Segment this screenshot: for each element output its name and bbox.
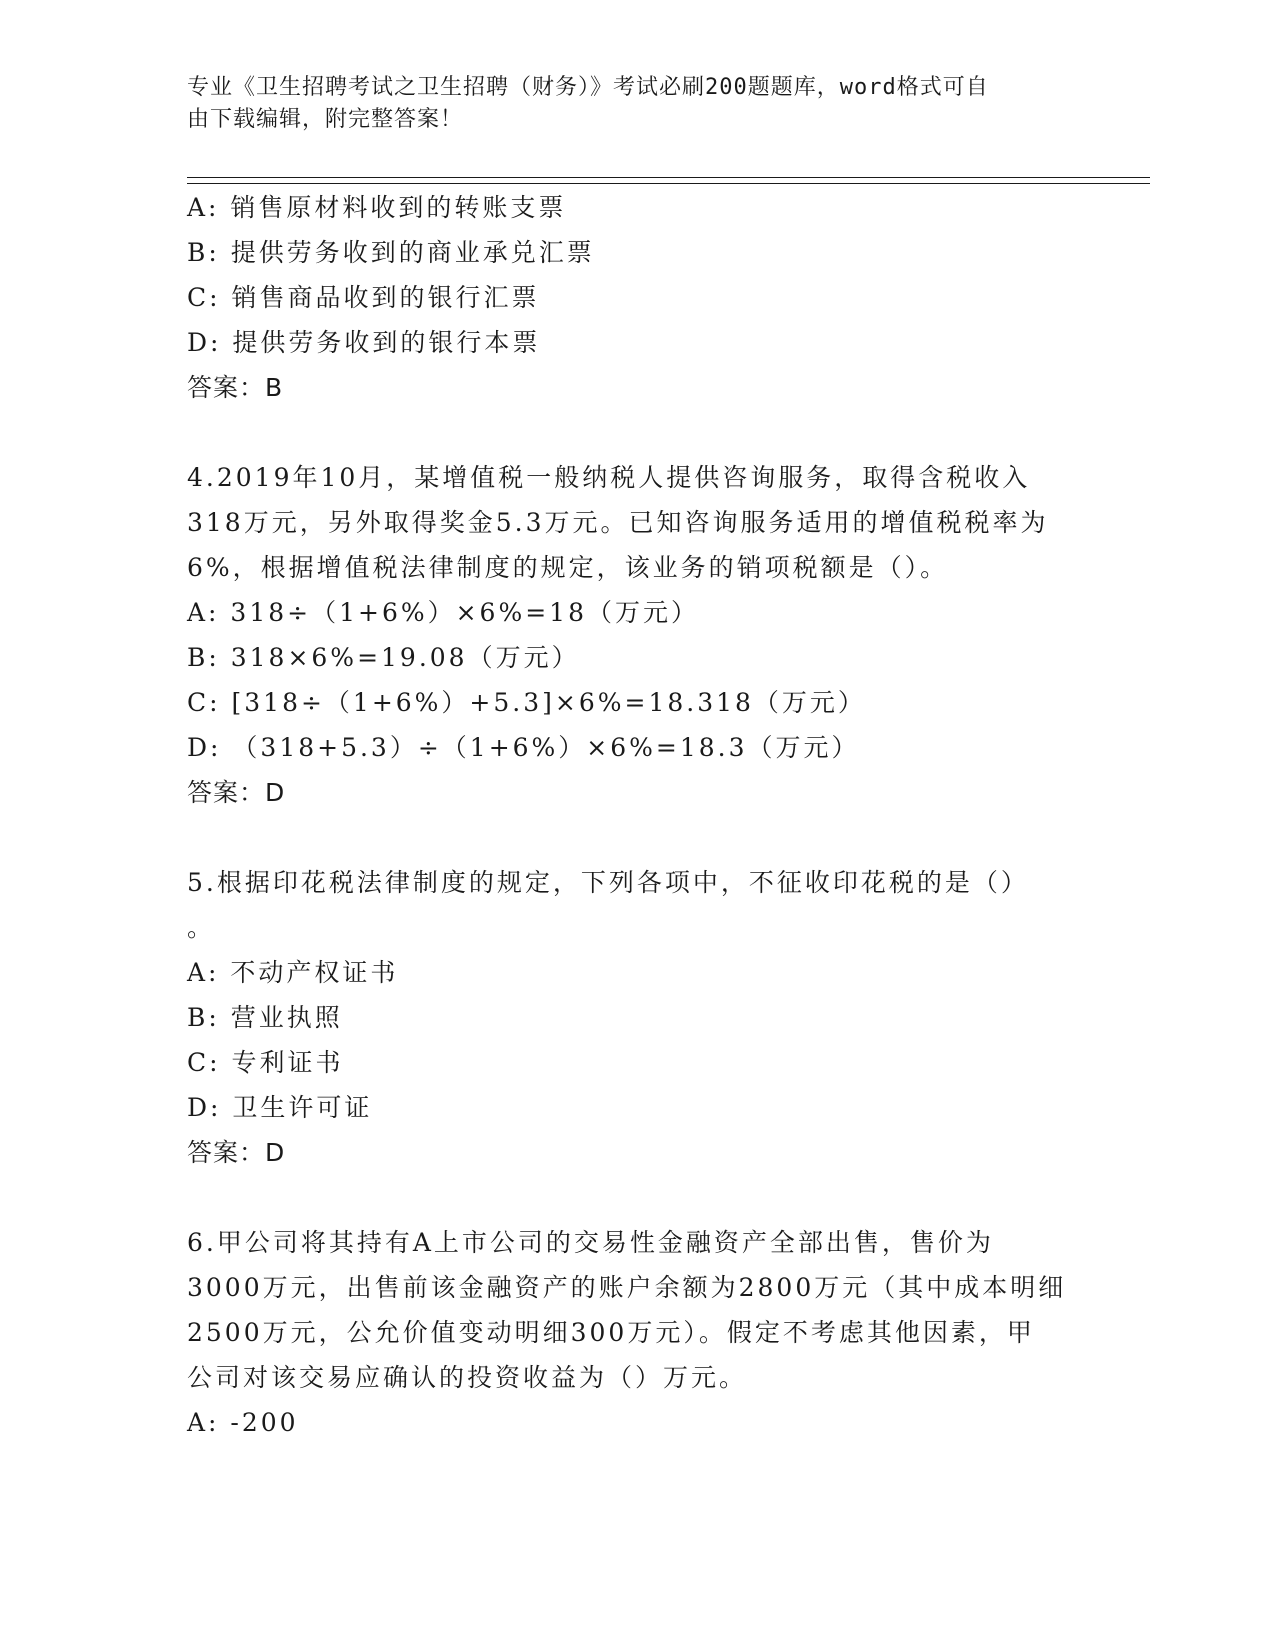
q3-option-b: B: 提供劳务收到的商业承兑汇票: [187, 238, 595, 267]
q5-answer: 答案：D: [187, 1138, 286, 1167]
header-line-2: 由下载编辑，附完整答案！: [187, 107, 464, 132]
q4-option-b: B: 318×6%=19.08（万元）: [187, 643, 580, 672]
q5-option-b: B: 营业执照: [187, 1003, 343, 1032]
q6-stem-line-2: 3000万元，出售前该金融资产的账户余额为2800万元（其中成本明细: [187, 1273, 1067, 1302]
q4-answer: 答案：D: [187, 778, 286, 807]
header-line-1: 专业《卫生招聘考试之卫生招聘（财务）》考试必刷200题题库，word格式可自: [187, 75, 989, 100]
q5-stem-line-1: 5.根据印花税法律制度的规定，下列各项中，不征收印花税的是（）: [187, 868, 1029, 897]
q4-stem-line-2: 318万元，另外取得奖金5.3万元。已知咨询服务适用的增值税税率为: [187, 508, 1049, 537]
header-divider-bottom: [187, 183, 1150, 184]
q4-stem-line-3: 6%，根据增值税法律制度的规定，该业务的销项税额是（）。: [187, 553, 949, 582]
q6-stem-line-3: 2500万元，公允价值变动明细300万元）。假定不考虑其他因素，甲: [187, 1318, 1035, 1347]
q6-stem-line-4: 公司对该交易应确认的投资收益为（）万元。: [187, 1363, 748, 1392]
q3-answer: 答案：B: [187, 373, 284, 402]
q5-stem-line-2: 。: [187, 913, 216, 942]
header-divider-top: [187, 177, 1150, 178]
q5-option-d: D: 卫生许可证: [187, 1093, 373, 1122]
q3-option-c: C: 销售商品收到的银行汇票: [187, 283, 540, 312]
q4-stem-line-1: 4.2019年10月，某增值税一般纳税人提供咨询服务，取得含税收入: [187, 463, 1031, 492]
document-header: [187, 72, 1087, 136]
q4-option-a: A: 318÷（1+6%）×6%=18（万元）: [187, 598, 699, 627]
q3-option-a: A: 销售原材料收到的转账支票: [187, 193, 567, 222]
q5-option-c: C: 专利证书: [187, 1048, 344, 1077]
q6-stem-line-1: 6.甲公司将其持有A上市公司的交易性金融资产全部出售，售价为: [187, 1228, 994, 1257]
q4-option-d: D: （318+5.3）÷（1+6%）×6%=18.3（万元）: [187, 733, 860, 762]
q6-option-a: A: -200: [187, 1408, 299, 1437]
q4-option-c: C: [318÷（1+6%）+5.3]×6%=18.318（万元）: [187, 688, 866, 717]
q5-option-a: A: 不动产权证书: [187, 958, 399, 987]
q3-option-d: D: 提供劳务收到的银行本票: [187, 328, 541, 357]
